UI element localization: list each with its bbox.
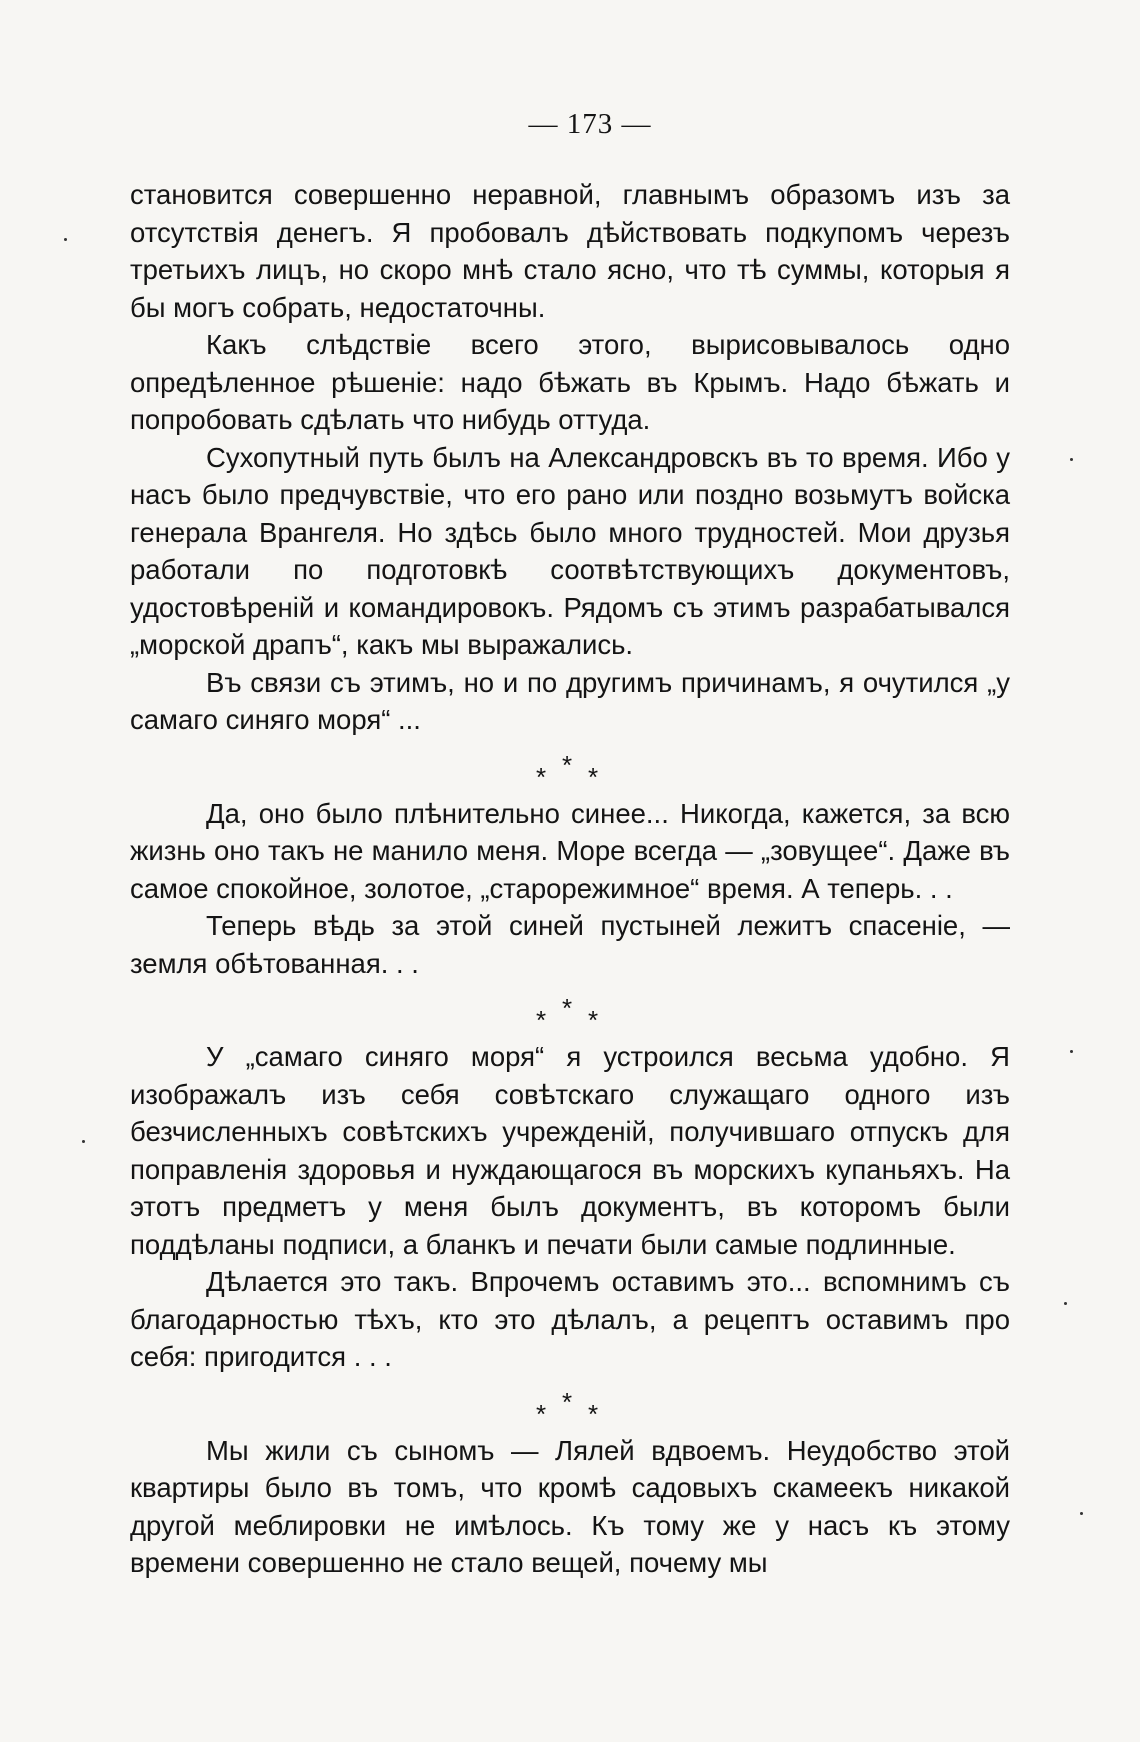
scan-speck (1064, 1302, 1067, 1305)
scan-speck (64, 238, 67, 241)
paragraph: Дѣлается это такъ. Впрочемъ оставимъ это... вспомнимъ съ благодарностью тѣхъ, кто это дѣлалъ, а рецептъ оставимъ про себя: пригодится . . . (130, 1266, 1010, 1372)
section-break-asterism (130, 739, 1010, 795)
asterisk: * (588, 761, 599, 792)
scan-speck (1070, 1050, 1073, 1053)
asterisk: * (536, 1398, 547, 1429)
asterisk: * (536, 761, 547, 792)
scan-speck (1070, 458, 1073, 461)
asterisk: * (588, 1005, 599, 1035)
paragraph: Мы жили съ сыномъ — Лялей вдвоемъ. Неудобство этой квартиры было въ томъ, что кромѣ садовыхъ скамеекъ никакой другой меблировки не имѣлось. Къ тому же у насъ къ этому времени совершенно не стало вещей, почему мы (130, 1434, 1010, 1578)
section-break-asterism (130, 982, 1010, 1038)
asterisk: * (562, 749, 573, 780)
paragraph: Какъ слѣдствіе всего этого, вырисовывалось одно опредѣленное рѣшеніе: надо бѣжать въ Крымъ. Надо бѣжать и попробовать сдѣлать что нибудь оттуда. (130, 329, 1010, 435)
scan-speck (1080, 1512, 1083, 1515)
asterisk: * (588, 1398, 599, 1429)
paragraph: становится совершенно неравной, главнымъ образомъ изъ за отсутствія денегъ. Я пробовалъ дѣйствовать подкупомъ черезъ третьихъ лицъ, но скоро мнѣ стало ясно, что тѣ суммы, которыя я бы могъ собрать, недостаточны. (130, 179, 1010, 323)
section-break-asterism (130, 1376, 1010, 1432)
paragraph: Сухопутный путь былъ на Александровскъ въ то время. Ибо у насъ было предчувствіе, что его рано или поздно возьмутъ войска генерала Врангеля. Но здѣсь было много трудностей. Мои друзья работали по подготовкѣ соотвѣтствующихъ документовъ, удостовѣреній и командировокъ. Рядомъ съ этимъ разрабатывался „морской драпъ“, какъ мы выражались. (130, 441, 1010, 660)
asterisk: * (562, 993, 573, 1023)
asterisk: * (562, 1386, 573, 1417)
paragraph: Теперь вѣдь за этой синей пустыней лежитъ спасеніе, — земля обѣтованная. . . (130, 910, 1010, 979)
paragraph: Да, оно было плѣнительно синее... Никогда, кажется, за всю жизнь оно такъ не манило меня. Море всегда — „зовущее“. Даже въ самое спокойное, золотое, „старорежимное“ время. А теперь. . . (130, 797, 1010, 904)
page-number: — 173 — (528, 108, 652, 140)
asterisk: * (536, 1005, 547, 1035)
page-text (130, 176, 1010, 1582)
scan-speck (82, 1140, 85, 1143)
paragraph: Въ связи съ этимъ, но и по другимъ причинамъ, я очутился „у самаго синяго моря“ ... (130, 666, 1010, 735)
paragraph: У „самаго синяго моря“ я устроился весьма удобно. Я изображалъ изъ себя совѣтскаго служащаго одного изъ безчисленныхъ совѣтскихъ учрежденій, получившаго отпускъ для поправленія здоровья и нуждающагося въ морскихъ купаньяхъ. На этотъ предметъ у меня былъ документъ, въ которомъ были поддѣланы подписи, а бланкъ и печати были самые подлинные. (130, 1041, 1010, 1260)
